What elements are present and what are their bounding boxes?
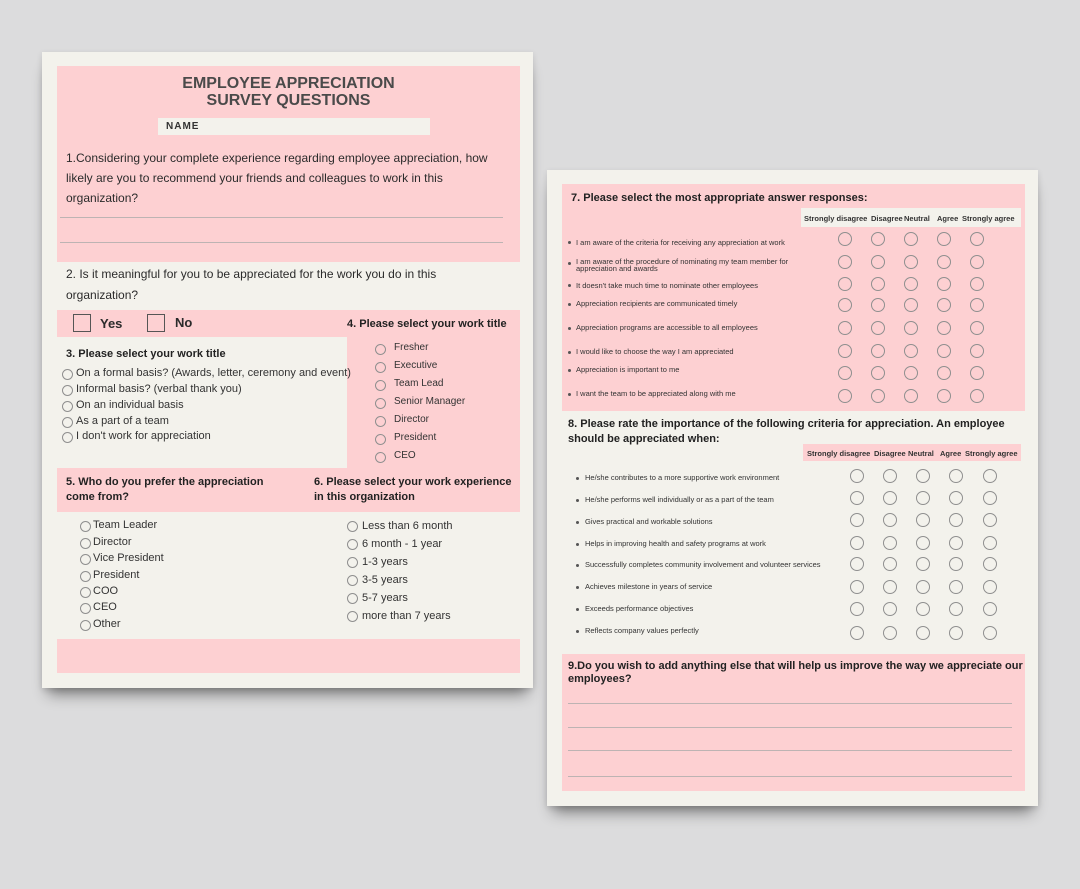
q7-rating-radio[interactable] — [838, 298, 852, 312]
bullet — [568, 351, 571, 354]
q7-scale-agree: Agree — [937, 214, 959, 223]
q7-scale-strongly-agree: Strongly agree — [962, 214, 1015, 223]
q8-statement: Exceeds performance objectives — [585, 604, 694, 613]
q8-rating-radio[interactable] — [983, 469, 997, 483]
q1-line-2: likely are you to recommend your friends and colleagues to work in this — [66, 171, 443, 185]
q4-radio[interactable] — [375, 452, 386, 463]
q7-statement: I am aware of the procedure of nominating my team member for — [576, 257, 789, 266]
q8-rating-radio[interactable] — [883, 536, 897, 550]
q8-rating-radio[interactable] — [949, 491, 963, 505]
q5-option: Team Leader — [93, 519, 158, 531]
q7-title: 7. Please select the most appropriate answer responses: — [571, 192, 868, 204]
q5-radio[interactable] — [80, 538, 91, 549]
bullet — [568, 327, 571, 330]
q7-statement: Appreciation recipients are communicated timely — [576, 299, 738, 308]
q8-statement: Gives practical and workable solutions — [585, 517, 713, 526]
q6-option: Less than 6 month — [362, 520, 453, 532]
q6-title — [314, 475, 512, 505]
q6-option: 6 month - 1 year — [362, 538, 443, 550]
q5-title-line-1: 5. Who do you prefer the appreciation — [66, 476, 264, 488]
q8-rating-radio[interactable] — [983, 491, 997, 505]
q8-scale-strongly-agree: Strongly agree — [965, 449, 1018, 458]
q8-rating-radio[interactable] — [883, 557, 897, 571]
q6-option: 1-3 years — [362, 556, 408, 568]
q4-option: Senior Manager — [394, 396, 466, 407]
q8-rating-radio[interactable] — [916, 491, 930, 505]
q8-rating-radio[interactable] — [949, 602, 963, 616]
q7-statement: I am aware of the criteria for receiving any appreciation at work — [576, 238, 785, 247]
q8-rating-radio[interactable] — [883, 469, 897, 483]
q7-rating-radio[interactable] — [904, 255, 918, 269]
q8-rating-radio[interactable] — [949, 626, 963, 640]
q9-title-line-2: employees? — [568, 673, 632, 685]
q3-radio[interactable] — [62, 369, 73, 380]
q5-option: President — [93, 569, 140, 581]
q7-statement: I would like to choose the way I am appreciated — [576, 347, 734, 356]
name-field[interactable] — [158, 118, 430, 135]
q7-rating-radio[interactable] — [970, 255, 984, 269]
q6-option: 5-7 years — [362, 592, 408, 604]
q6-radio[interactable] — [347, 611, 358, 622]
bullet — [568, 241, 571, 244]
question-2 — [66, 264, 436, 306]
q8-scale-neutral: Neutral — [908, 449, 934, 458]
q7-rating-radio[interactable] — [871, 232, 885, 246]
q7-scale-neutral: Neutral — [904, 214, 930, 223]
q7-rating-radio[interactable] — [937, 321, 951, 335]
q7-scale-strongly-disagree: Strongly disagree — [804, 214, 868, 223]
q5-title — [66, 475, 263, 505]
q7-rating-radio[interactable] — [937, 277, 951, 291]
q8-rating-radio[interactable] — [916, 557, 930, 571]
q3-option: On an individual basis — [76, 399, 184, 411]
q7-rating-radio[interactable] — [970, 366, 984, 380]
q1-answer-line-2[interactable] — [60, 242, 503, 243]
q5-radio[interactable] — [80, 603, 91, 614]
q7-rating-radio[interactable] — [838, 344, 852, 358]
q9-title-line-1: 9.Do you wish to add anything else that will help us improve the way we appreciate our — [568, 660, 1023, 672]
q6-radio[interactable] — [347, 539, 358, 550]
q8-title-line-1: 8. Please rate the importance of the following criteria for appreciation. An employee — [568, 418, 1005, 430]
q4-radio[interactable] — [375, 380, 386, 391]
q8-rating-radio[interactable] — [850, 469, 864, 483]
bullet — [568, 303, 571, 306]
no-checkbox[interactable] — [147, 314, 165, 332]
q8-rating-radio[interactable] — [850, 580, 864, 594]
q8-statement: Helps in improving health and safety programs at work — [585, 539, 766, 548]
q8-rating-radio[interactable] — [850, 491, 864, 505]
q7-scale-disagree: Disagree — [871, 214, 903, 223]
q7-rating-radio[interactable] — [838, 255, 852, 269]
q8-rating-radio[interactable] — [983, 626, 997, 640]
q8-rating-radio[interactable] — [983, 513, 997, 527]
bullet — [576, 499, 579, 502]
q4-option: Team Lead — [394, 378, 444, 389]
q4-radio[interactable] — [375, 362, 386, 373]
q5-option: Vice President — [93, 552, 164, 564]
q8-rating-radio[interactable] — [916, 469, 930, 483]
q7-statement: It doesn't take much time to nominate other employees — [576, 281, 758, 290]
title-line-2: SURVEY QUESTIONS — [206, 92, 371, 109]
yes-checkbox[interactable] — [73, 314, 91, 332]
footer-panel — [57, 639, 520, 673]
q7-rating-radio[interactable] — [838, 232, 852, 246]
q5-radio[interactable] — [80, 571, 91, 582]
q4-option: Director — [394, 414, 430, 425]
q7-statement: Appreciation is important to me — [576, 365, 680, 374]
bullet — [576, 630, 579, 633]
q3-radio[interactable] — [62, 401, 73, 412]
q3-option: Informal basis? (verbal thank you) — [76, 383, 242, 395]
q7-statement: Appreciation programs are accessible to all employees — [576, 323, 758, 332]
q4-option: Executive — [394, 360, 438, 371]
q8-rating-radio[interactable] — [916, 513, 930, 527]
q6-title-line-2: in this organization — [314, 491, 415, 503]
q8-rating-radio[interactable] — [949, 557, 963, 571]
bullet — [568, 369, 571, 372]
q7-statement: I want the team to be appreciated along with me — [576, 389, 736, 398]
q8-rating-radio[interactable] — [883, 491, 897, 505]
q5-radio[interactable] — [80, 587, 91, 598]
q1-line-3: organization? — [66, 191, 139, 205]
q7-rating-radio[interactable] — [937, 344, 951, 358]
q6-option: more than 7 years — [362, 610, 451, 622]
q8-statement: Successfully completes community involvement and volunteer services — [585, 560, 821, 569]
name-label: NAME — [166, 121, 200, 132]
q7-rating-radio[interactable] — [904, 298, 918, 312]
q9-answer-line-2[interactable] — [568, 727, 1012, 728]
q8-rating-radio[interactable] — [949, 580, 963, 594]
q5-title-line-2: come from? — [66, 491, 129, 503]
q7-rating-radio[interactable] — [970, 232, 984, 246]
q8-rating-radio[interactable] — [916, 580, 930, 594]
q5-option: Director — [93, 536, 132, 548]
q3-title: 3. Please select your work title — [66, 348, 226, 360]
q3-option: As a part of a team — [76, 415, 169, 427]
q4-radio[interactable] — [375, 398, 386, 409]
q7-rating-radio[interactable] — [937, 389, 951, 403]
q4-panel — [347, 310, 520, 468]
q8-scale-disagree: Disagree — [874, 449, 906, 458]
q7-rating-radio[interactable] — [838, 321, 852, 335]
q9-answer-line-1[interactable] — [568, 703, 1012, 704]
q8-statement: Reflects company values perfectly — [585, 626, 699, 635]
q7-rating-radio[interactable] — [838, 366, 852, 380]
q7-rating-radio[interactable] — [937, 255, 951, 269]
q7-rating-radio[interactable] — [937, 298, 951, 312]
q3-radio[interactable] — [62, 385, 73, 396]
q7-rating-radio[interactable] — [871, 344, 885, 358]
q5-radio[interactable] — [80, 620, 91, 631]
q6-radio[interactable] — [347, 521, 358, 532]
q8-statement: He/she performs well individually or as a part of the team — [585, 495, 774, 504]
q1-answer-line-1[interactable] — [60, 217, 503, 218]
q8-rating-radio[interactable] — [916, 536, 930, 550]
q2-line-2: organization? — [66, 288, 139, 302]
q2-line-1: 2. Is it meaningful for you to be appreciated for the work you do in this — [66, 267, 437, 281]
q7-rating-radio[interactable] — [871, 255, 885, 269]
q3-option: I don't work for appreciation — [76, 430, 211, 442]
bullet — [576, 608, 579, 611]
q7-rating-radio[interactable] — [871, 277, 885, 291]
bullet — [576, 586, 579, 589]
bullet — [568, 262, 571, 265]
bullet — [576, 477, 579, 480]
q3-radio[interactable] — [62, 432, 73, 443]
q9-answer-line-3[interactable] — [568, 750, 1012, 751]
q7-rating-radio[interactable] — [871, 321, 885, 335]
q5-option: Other — [93, 618, 121, 630]
q8-rating-radio[interactable] — [850, 557, 864, 571]
q8-rating-radio[interactable] — [983, 580, 997, 594]
q7-rating-radio[interactable] — [871, 298, 885, 312]
q8-rating-radio[interactable] — [916, 602, 930, 616]
bullet — [576, 564, 579, 567]
q7-rating-radio[interactable] — [937, 366, 951, 380]
q5-radio[interactable] — [80, 554, 91, 565]
bullet — [576, 543, 579, 546]
q8-rating-radio[interactable] — [850, 602, 864, 616]
q8-rating-radio[interactable] — [916, 626, 930, 640]
no-label: No — [175, 315, 193, 330]
q7-rating-radio[interactable] — [970, 298, 984, 312]
question-1 — [66, 148, 488, 208]
q7-rating-radio[interactable] — [904, 232, 918, 246]
q9-title — [568, 660, 1023, 686]
q8-rating-radio[interactable] — [949, 513, 963, 527]
q5-option: CEO — [93, 601, 117, 613]
yes-label: Yes — [100, 316, 123, 331]
q8-rating-radio[interactable] — [883, 513, 897, 527]
q7-rating-radio[interactable] — [838, 389, 852, 403]
q4-radio[interactable] — [375, 416, 386, 427]
q8-rating-radio[interactable] — [850, 513, 864, 527]
title-line-1: EMPLOYEE APPRECIATION — [182, 75, 395, 92]
q7-rating-radio[interactable] — [970, 344, 984, 358]
q5-option: COO — [93, 585, 119, 597]
q8-scale-agree: Agree — [940, 449, 962, 458]
q7-rating-radio[interactable] — [904, 277, 918, 291]
q4-title: 4. Please select your work title — [347, 318, 507, 330]
q6-radio[interactable] — [347, 593, 358, 604]
left-survey-sheet — [42, 52, 533, 688]
q8-rating-radio[interactable] — [850, 626, 864, 640]
q7-rating-radio[interactable] — [970, 389, 984, 403]
q8-rating-radio[interactable] — [949, 536, 963, 550]
q9-answer-line-4[interactable] — [568, 776, 1012, 777]
q5-radio[interactable] — [80, 521, 91, 532]
q7-rating-radio[interactable] — [904, 366, 918, 380]
q8-rating-radio[interactable] — [983, 557, 997, 571]
q8-rating-radio[interactable] — [949, 469, 963, 483]
q4-option: CEO — [394, 450, 416, 461]
q8-rating-radio[interactable] — [883, 626, 897, 640]
q7-rating-radio[interactable] — [904, 389, 918, 403]
q4-radio[interactable] — [375, 344, 386, 355]
q7-rating-radio[interactable] — [970, 277, 984, 291]
q8-statement: Achieves milestone in years of service — [585, 582, 713, 591]
q6-radio[interactable] — [347, 557, 358, 568]
q7-rating-radio[interactable] — [871, 389, 885, 403]
q8-rating-radio[interactable] — [883, 580, 897, 594]
q8-rating-radio[interactable] — [983, 602, 997, 616]
q8-statement: He/she contributes to a more supportive work environment — [585, 473, 780, 482]
q4-option: Fresher — [394, 342, 429, 353]
q7-statement: appreciation and awards — [576, 264, 658, 273]
q8-scale-strongly-disagree: Strongly disagree — [807, 449, 871, 458]
q8-rating-radio[interactable] — [883, 602, 897, 616]
q7-rating-radio[interactable] — [871, 366, 885, 380]
q8-rating-radio[interactable] — [983, 536, 997, 550]
q3-option: On a formal basis? (Awards, letter, ceremony and event) — [76, 367, 351, 379]
bullet — [576, 521, 579, 524]
q7-rating-radio[interactable] — [937, 232, 951, 246]
q6-option: 3-5 years — [362, 574, 408, 586]
bullet — [568, 393, 571, 396]
q1-line-1: 1.Considering your complete experience regarding employee appreciation, how — [66, 151, 488, 165]
q8-title — [568, 417, 1005, 447]
q7-rating-radio[interactable] — [970, 321, 984, 335]
right-survey-sheet — [547, 170, 1038, 806]
q7-rating-radio[interactable] — [904, 321, 918, 335]
q3-radio[interactable] — [62, 417, 73, 428]
q8-rating-radio[interactable] — [850, 536, 864, 550]
bullet — [568, 284, 571, 287]
q4-option: President — [394, 432, 437, 443]
q6-radio[interactable] — [347, 575, 358, 586]
survey-title — [57, 75, 520, 109]
q6-title-line-1: 6. Please select your work experience — [314, 476, 512, 488]
q4-radio[interactable] — [375, 434, 386, 445]
q7-rating-radio[interactable] — [838, 277, 852, 291]
q7-rating-radio[interactable] — [904, 344, 918, 358]
q8-title-line-2: should be appreciated when: — [568, 433, 720, 445]
